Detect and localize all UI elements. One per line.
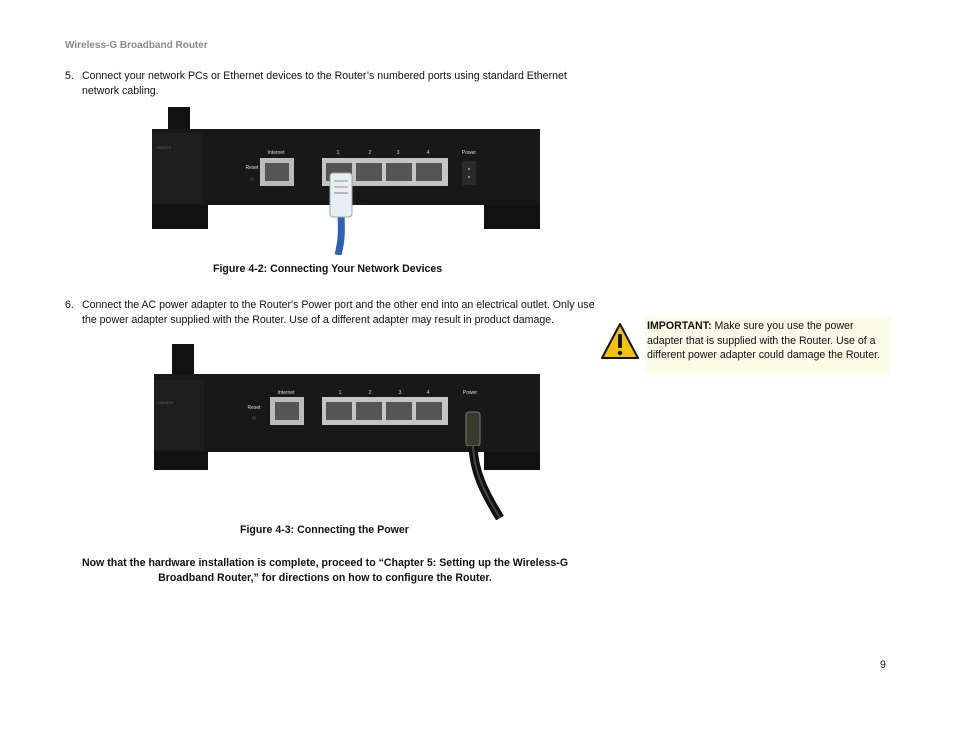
closing-instruction: Now that the hardware installation is complete, proceed to “Chapter 5: Setting up the Wireless-G Broadband Router,” for directions on how to configure the Router.: [81, 557, 569, 584]
step-text: Connect the AC power adapter to the Router's Power port and the other end into an electrical outlet. Only use the power adapter supplied with the Router. Use of a different adapter may result in product damage.: [82, 299, 595, 326]
svg-text:LINKSYS: LINKSYS: [156, 146, 171, 150]
step-number: 5.: [65, 70, 74, 82]
ethernet-plug-icon: [330, 173, 352, 217]
internet-label: Internet: [267, 150, 285, 156]
power-label: Power: [461, 150, 477, 156]
step-number: 6.: [65, 299, 74, 311]
port-label: 2: [368, 390, 372, 396]
port-label: 1: [336, 150, 340, 156]
reset-label: Reset: [247, 405, 261, 411]
note-text: Make sure you use the power adapter that is supplied with the Router. Use of a different power adapter could damage the Router.: [647, 320, 881, 361]
warning-icon: [600, 322, 640, 360]
port-label: 3: [398, 390, 402, 396]
router-ethernet-figure: [150, 105, 542, 255]
internet-label: Internet: [277, 390, 295, 396]
power-label: Power: [462, 390, 478, 396]
port-label: 1: [338, 390, 342, 396]
figure-caption: Figure 4-3: Connecting the Power: [240, 524, 409, 536]
step-6: [65, 298, 595, 327]
port-label: 4: [426, 150, 430, 156]
reset-button-icon: [250, 177, 254, 181]
router-foot-right: [484, 452, 540, 470]
reset-button-icon: [252, 416, 256, 420]
step-5: [65, 69, 595, 98]
router-power-figure: [150, 342, 542, 520]
router-foot-left: [154, 452, 208, 470]
step-text: Connect your network PCs or Ethernet devices to the Router’s numbered ports using standard Ethernet network cabling.: [82, 70, 567, 97]
note-label: IMPORTANT:: [647, 320, 712, 332]
page-number: 9: [880, 659, 886, 671]
power-plug-icon: [466, 412, 480, 446]
ethernet-cable-icon: [338, 211, 341, 255]
router-foot-right: [484, 205, 540, 229]
port-label: 4: [426, 390, 430, 396]
router-foot-left: [152, 205, 208, 229]
power-port-icon: [462, 161, 476, 185]
port-label: 2: [368, 150, 372, 156]
running-header: Wireless-G Broadband Router: [65, 40, 208, 51]
reset-label: Reset: [245, 165, 259, 171]
svg-text:LINKSYS: LINKSYS: [158, 401, 173, 405]
figure-caption: Figure 4-2: Connecting Your Network Devices: [213, 263, 443, 275]
important-note: [645, 317, 890, 373]
port-label: 3: [396, 150, 400, 156]
